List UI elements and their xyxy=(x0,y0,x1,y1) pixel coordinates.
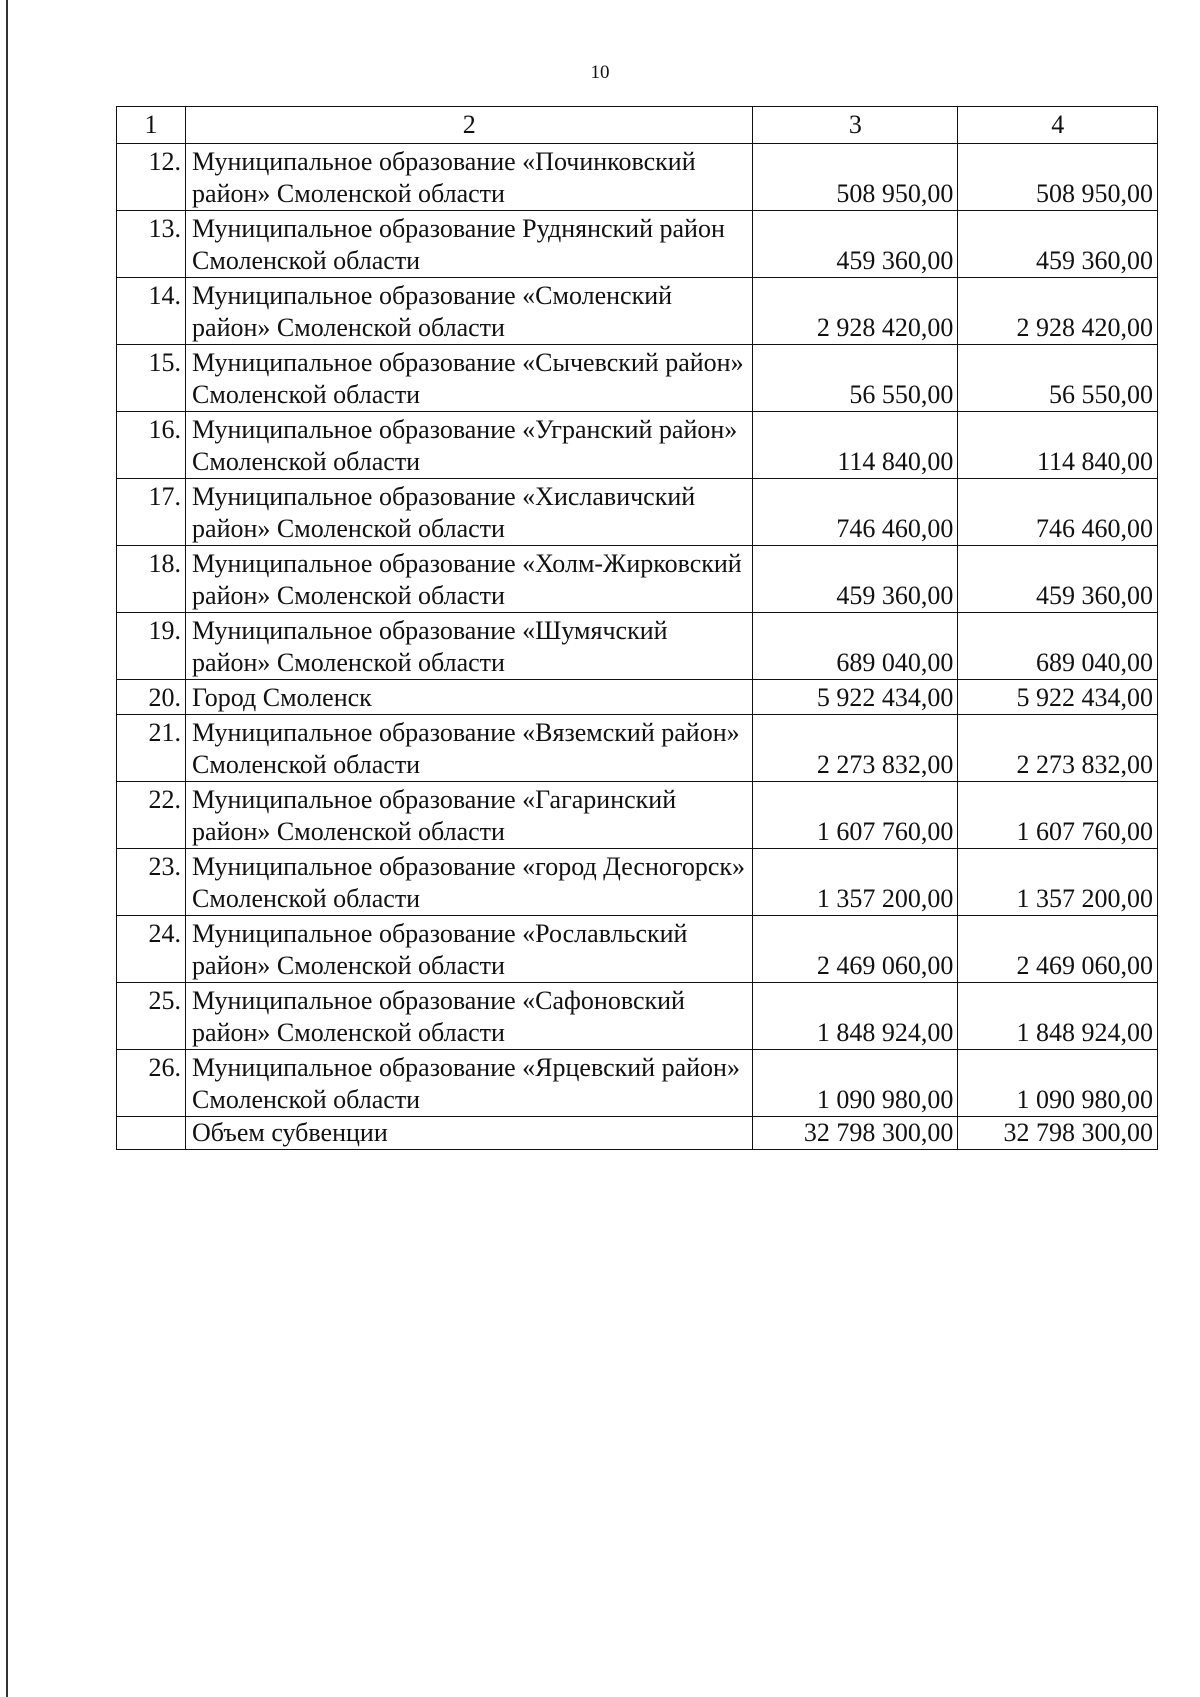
table-row xyxy=(117,546,1158,613)
value-col4: 2 928 420,00 xyxy=(958,278,1158,345)
value-col3: 56 550,00 xyxy=(753,345,958,412)
total-empty-cell xyxy=(117,1117,186,1150)
value-col3: 1 607 760,00 xyxy=(753,782,958,849)
total-row xyxy=(117,1117,1158,1150)
municipality-name: Муниципальное образование «Сычевский район» Смоленской области xyxy=(186,345,753,412)
row-number: 20. xyxy=(117,680,186,715)
row-number: 12. xyxy=(117,144,186,211)
row-number: 24. xyxy=(117,916,186,983)
municipality-name: Муниципальное образование «город Десногорск» Смоленской области xyxy=(186,849,753,916)
table-row xyxy=(117,211,1158,278)
row-number: 26. xyxy=(117,1050,186,1117)
value-col4: 459 360,00 xyxy=(958,211,1158,278)
row-number: 21. xyxy=(117,715,186,782)
value-col3: 459 360,00 xyxy=(753,211,958,278)
table-row xyxy=(117,479,1158,546)
row-number: 25. xyxy=(117,983,186,1050)
municipality-name: Муниципальное образование «Ярцевский район» Смоленской области xyxy=(186,1050,753,1117)
municipality-name: Муниципальное образование «Вяземский район» Смоленской области xyxy=(186,715,753,782)
table-row xyxy=(117,715,1158,782)
value-col4: 1 090 980,00 xyxy=(958,1050,1158,1117)
value-col4: 114 840,00 xyxy=(958,412,1158,479)
value-col4: 746 460,00 xyxy=(958,479,1158,546)
row-number: 17. xyxy=(117,479,186,546)
row-number: 19. xyxy=(117,613,186,680)
table-row xyxy=(117,345,1158,412)
municipality-name: Муниципальное образование «Сафоновский район» Смоленской области xyxy=(186,983,753,1050)
row-number: 18. xyxy=(117,546,186,613)
municipality-name: Муниципальное образование «Гагаринский район» Смоленской области xyxy=(186,782,753,849)
row-number: 22. xyxy=(117,782,186,849)
municipality-name: Муниципальное образование «Починковский район» Смоленской области xyxy=(186,144,753,211)
total-col4: 32 798 300,00 xyxy=(958,1117,1158,1150)
subvention-table xyxy=(116,106,1158,1150)
value-col3: 2 469 060,00 xyxy=(753,916,958,983)
value-col3: 2 928 420,00 xyxy=(753,278,958,345)
value-col3: 459 360,00 xyxy=(753,546,958,613)
header-cell-4: 4 xyxy=(958,107,1158,144)
value-col4: 508 950,00 xyxy=(958,144,1158,211)
value-col3: 114 840,00 xyxy=(753,412,958,479)
row-number: 23. xyxy=(117,849,186,916)
municipality-name: Муниципальное образование «Хиславичский район» Смоленской области xyxy=(186,479,753,546)
scan-edge-line xyxy=(6,0,8,1697)
value-col4: 2 469 060,00 xyxy=(958,916,1158,983)
page-number: 10 xyxy=(590,62,610,83)
value-col4: 1 357 200,00 xyxy=(958,849,1158,916)
municipality-name: Муниципальное образование Руднянский район Смоленской области xyxy=(186,211,753,278)
value-col4: 689 040,00 xyxy=(958,613,1158,680)
value-col3: 1 848 924,00 xyxy=(753,983,958,1050)
table-row xyxy=(117,278,1158,345)
value-col4: 56 550,00 xyxy=(958,345,1158,412)
table-row xyxy=(117,849,1158,916)
table-body xyxy=(117,107,1158,1150)
table-row xyxy=(117,916,1158,983)
table-row xyxy=(117,144,1158,211)
header-cell-1: 1 xyxy=(117,107,186,144)
table-row xyxy=(117,613,1158,680)
value-col3: 1 090 980,00 xyxy=(753,1050,958,1117)
header-cell-3: 3 xyxy=(753,107,958,144)
value-col3: 746 460,00 xyxy=(753,479,958,546)
table-row xyxy=(117,1050,1158,1117)
row-number: 16. xyxy=(117,412,186,479)
municipality-name: Муниципальное образование «Холм-Жирковский район» Смоленской области xyxy=(186,546,753,613)
municipality-name: Муниципальное образование «Рославльский район» Смоленской области xyxy=(186,916,753,983)
header-cell-2: 2 xyxy=(186,107,753,144)
table-header-row xyxy=(117,107,1158,144)
table-row xyxy=(117,782,1158,849)
value-col4: 459 360,00 xyxy=(958,546,1158,613)
value-col3: 2 273 832,00 xyxy=(753,715,958,782)
value-col3: 689 040,00 xyxy=(753,613,958,680)
table-row xyxy=(117,412,1158,479)
value-col4: 1 848 924,00 xyxy=(958,983,1158,1050)
municipality-name: Муниципальное образование «Шумячский район» Смоленской области xyxy=(186,613,753,680)
value-col4: 1 607 760,00 xyxy=(958,782,1158,849)
value-col3: 508 950,00 xyxy=(753,144,958,211)
total-col3: 32 798 300,00 xyxy=(753,1117,958,1150)
value-col4: 5 922 434,00 xyxy=(958,680,1158,715)
municipality-name: Город Смоленск xyxy=(186,680,753,715)
table-row xyxy=(117,983,1158,1050)
value-col3: 5 922 434,00 xyxy=(753,680,958,715)
value-col4: 2 273 832,00 xyxy=(958,715,1158,782)
row-number: 14. xyxy=(117,278,186,345)
table-row xyxy=(117,680,1158,715)
row-number: 13. xyxy=(117,211,186,278)
total-label: Объем субвенции xyxy=(186,1117,753,1150)
municipality-name: Муниципальное образование «Смоленский район» Смоленской области xyxy=(186,278,753,345)
value-col3: 1 357 200,00 xyxy=(753,849,958,916)
municipality-name: Муниципальное образование «Угранский район» Смоленской области xyxy=(186,412,753,479)
row-number: 15. xyxy=(117,345,186,412)
